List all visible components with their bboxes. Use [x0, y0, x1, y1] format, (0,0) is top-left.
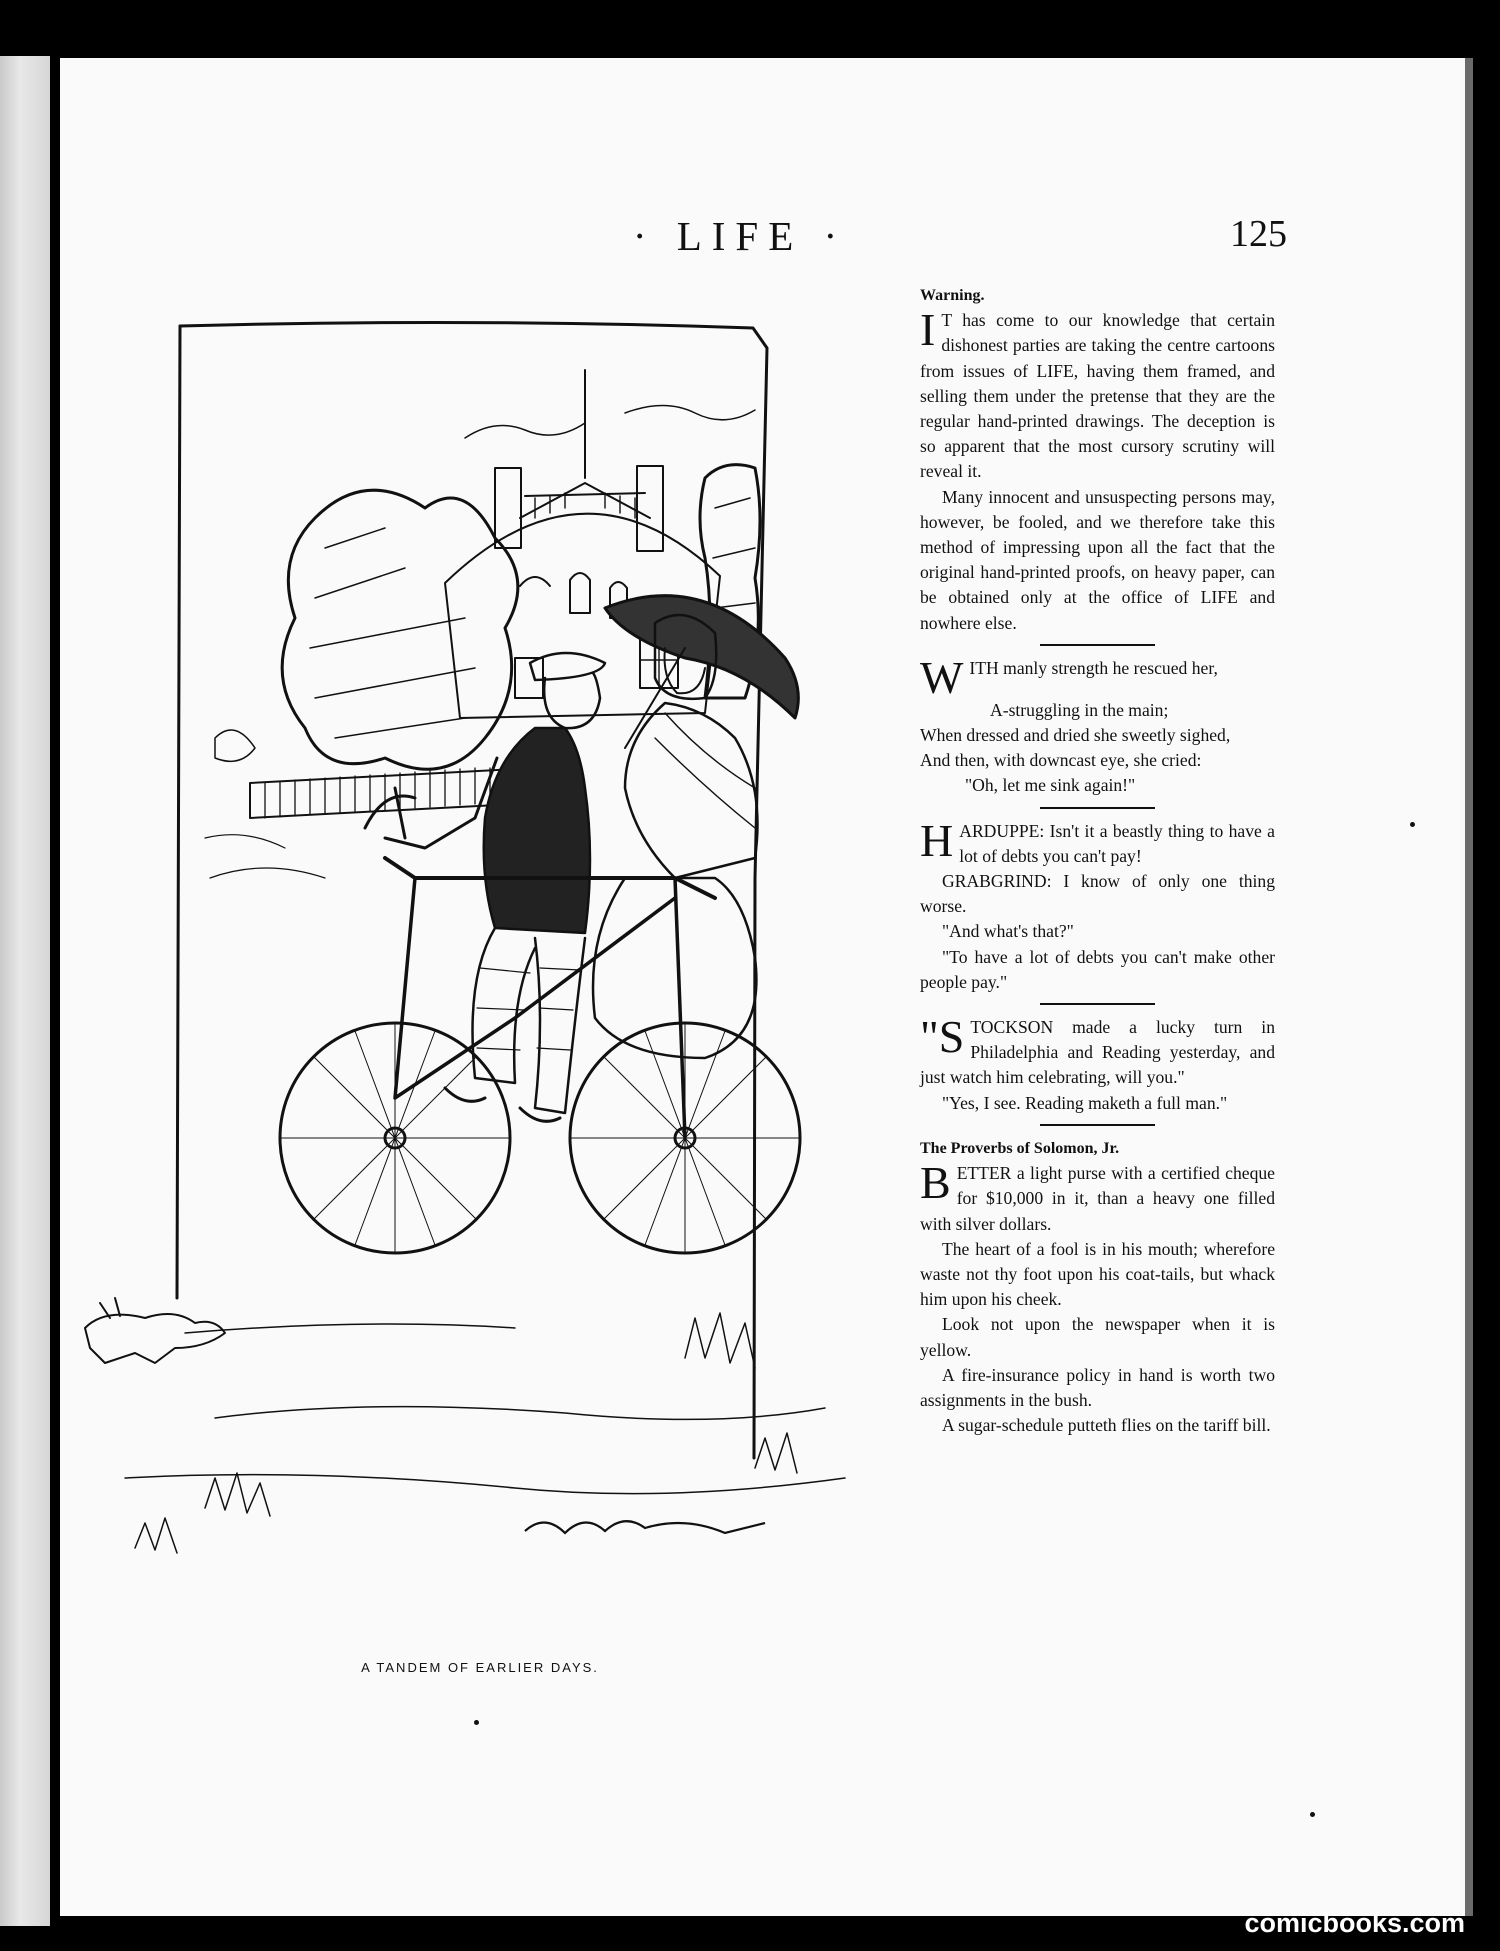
adjacent-page-edge — [0, 56, 50, 1926]
text-column — [920, 283, 1275, 1438]
tandem-bicycle-drawing — [65, 318, 865, 1593]
print-dot — [1310, 1812, 1315, 1817]
masthead: · LIFE · — [632, 213, 848, 259]
drop-cap: "S — [920, 1011, 965, 1063]
illustration — [65, 318, 865, 1593]
stockson-joke: "STOCKSON made a lucky turn in Philadelphia and Reading yesterday, and just watch him celebrating, will you." "Yes, I see. Reading maketh a full man." — [920, 1011, 1275, 1113]
section-divider — [1040, 1124, 1155, 1126]
hardupe-dialogue: HARDUPPE: Isn't it a beastly thing to have a lot of debts you can't pay! GRABGRIND: I know of only one thing worse. "And what's that?" "To have a lot of debts you can't make other people pay." — [920, 814, 1275, 992]
print-dot — [474, 1720, 479, 1725]
print-dot — [1410, 822, 1415, 827]
proverbs: BETTER a light purse with a certified cheque for $10,000 in it, than a heavy one filled with silver dollars. The heart of a fool is in his mouth; wherefore waste not thy foot upon his coat-tails, but whack him upon his cheek. Look not upon the newspaper when it is yellow. A fire-insurance policy in hand is worth two assignments in the bush. A sugar-schedule putteth flies on the tariff bill. — [920, 1157, 1275, 1436]
drop-cap: B — [920, 1157, 951, 1209]
warning-heading: Warning. — [920, 287, 985, 304]
artist-signature — [525, 1521, 765, 1533]
page-edge-shadow — [1465, 58, 1473, 1916]
illustration-caption: A TANDEM OF EARLIER DAYS. — [361, 1660, 599, 1675]
section-divider — [1040, 1003, 1155, 1005]
proverbs-heading: The Proverbs of Solomon, Jr. — [920, 1139, 1120, 1157]
warning-paragraph-1: I T has come to our knowledge that certain dishonest parties are taking the centre cartoons from issues of LIFE, having them framed, and selling them under the pretense that they are the regular hand-printed drawings. The deception is so apparent that the most cursory scrutiny will reveal it. — [920, 304, 1275, 482]
poem: WITH manly strength he rescued her, A-struggling in the main; When dressed and dried she sweetly sighed, And then, with downcast eye, she cried: "Oh, let me sink again!" — [920, 651, 1231, 796]
section-divider — [1040, 644, 1155, 646]
drop-cap: H — [920, 814, 954, 866]
section-divider — [1040, 807, 1155, 809]
drop-cap: I — [920, 304, 936, 356]
site-watermark: comicbooks.com — [1244, 1908, 1465, 1938]
page-number: 125 — [1230, 213, 1287, 255]
drop-cap: W — [920, 651, 964, 703]
warning-paragraph-2: Many innocent and unsuspecting persons may, however, be fooled, and we therefore take this method of impressing upon all the fact that the original hand-printed proofs, on heavy paper, can be obtained only at the office of LIFE and nowhere else. — [920, 486, 1275, 633]
